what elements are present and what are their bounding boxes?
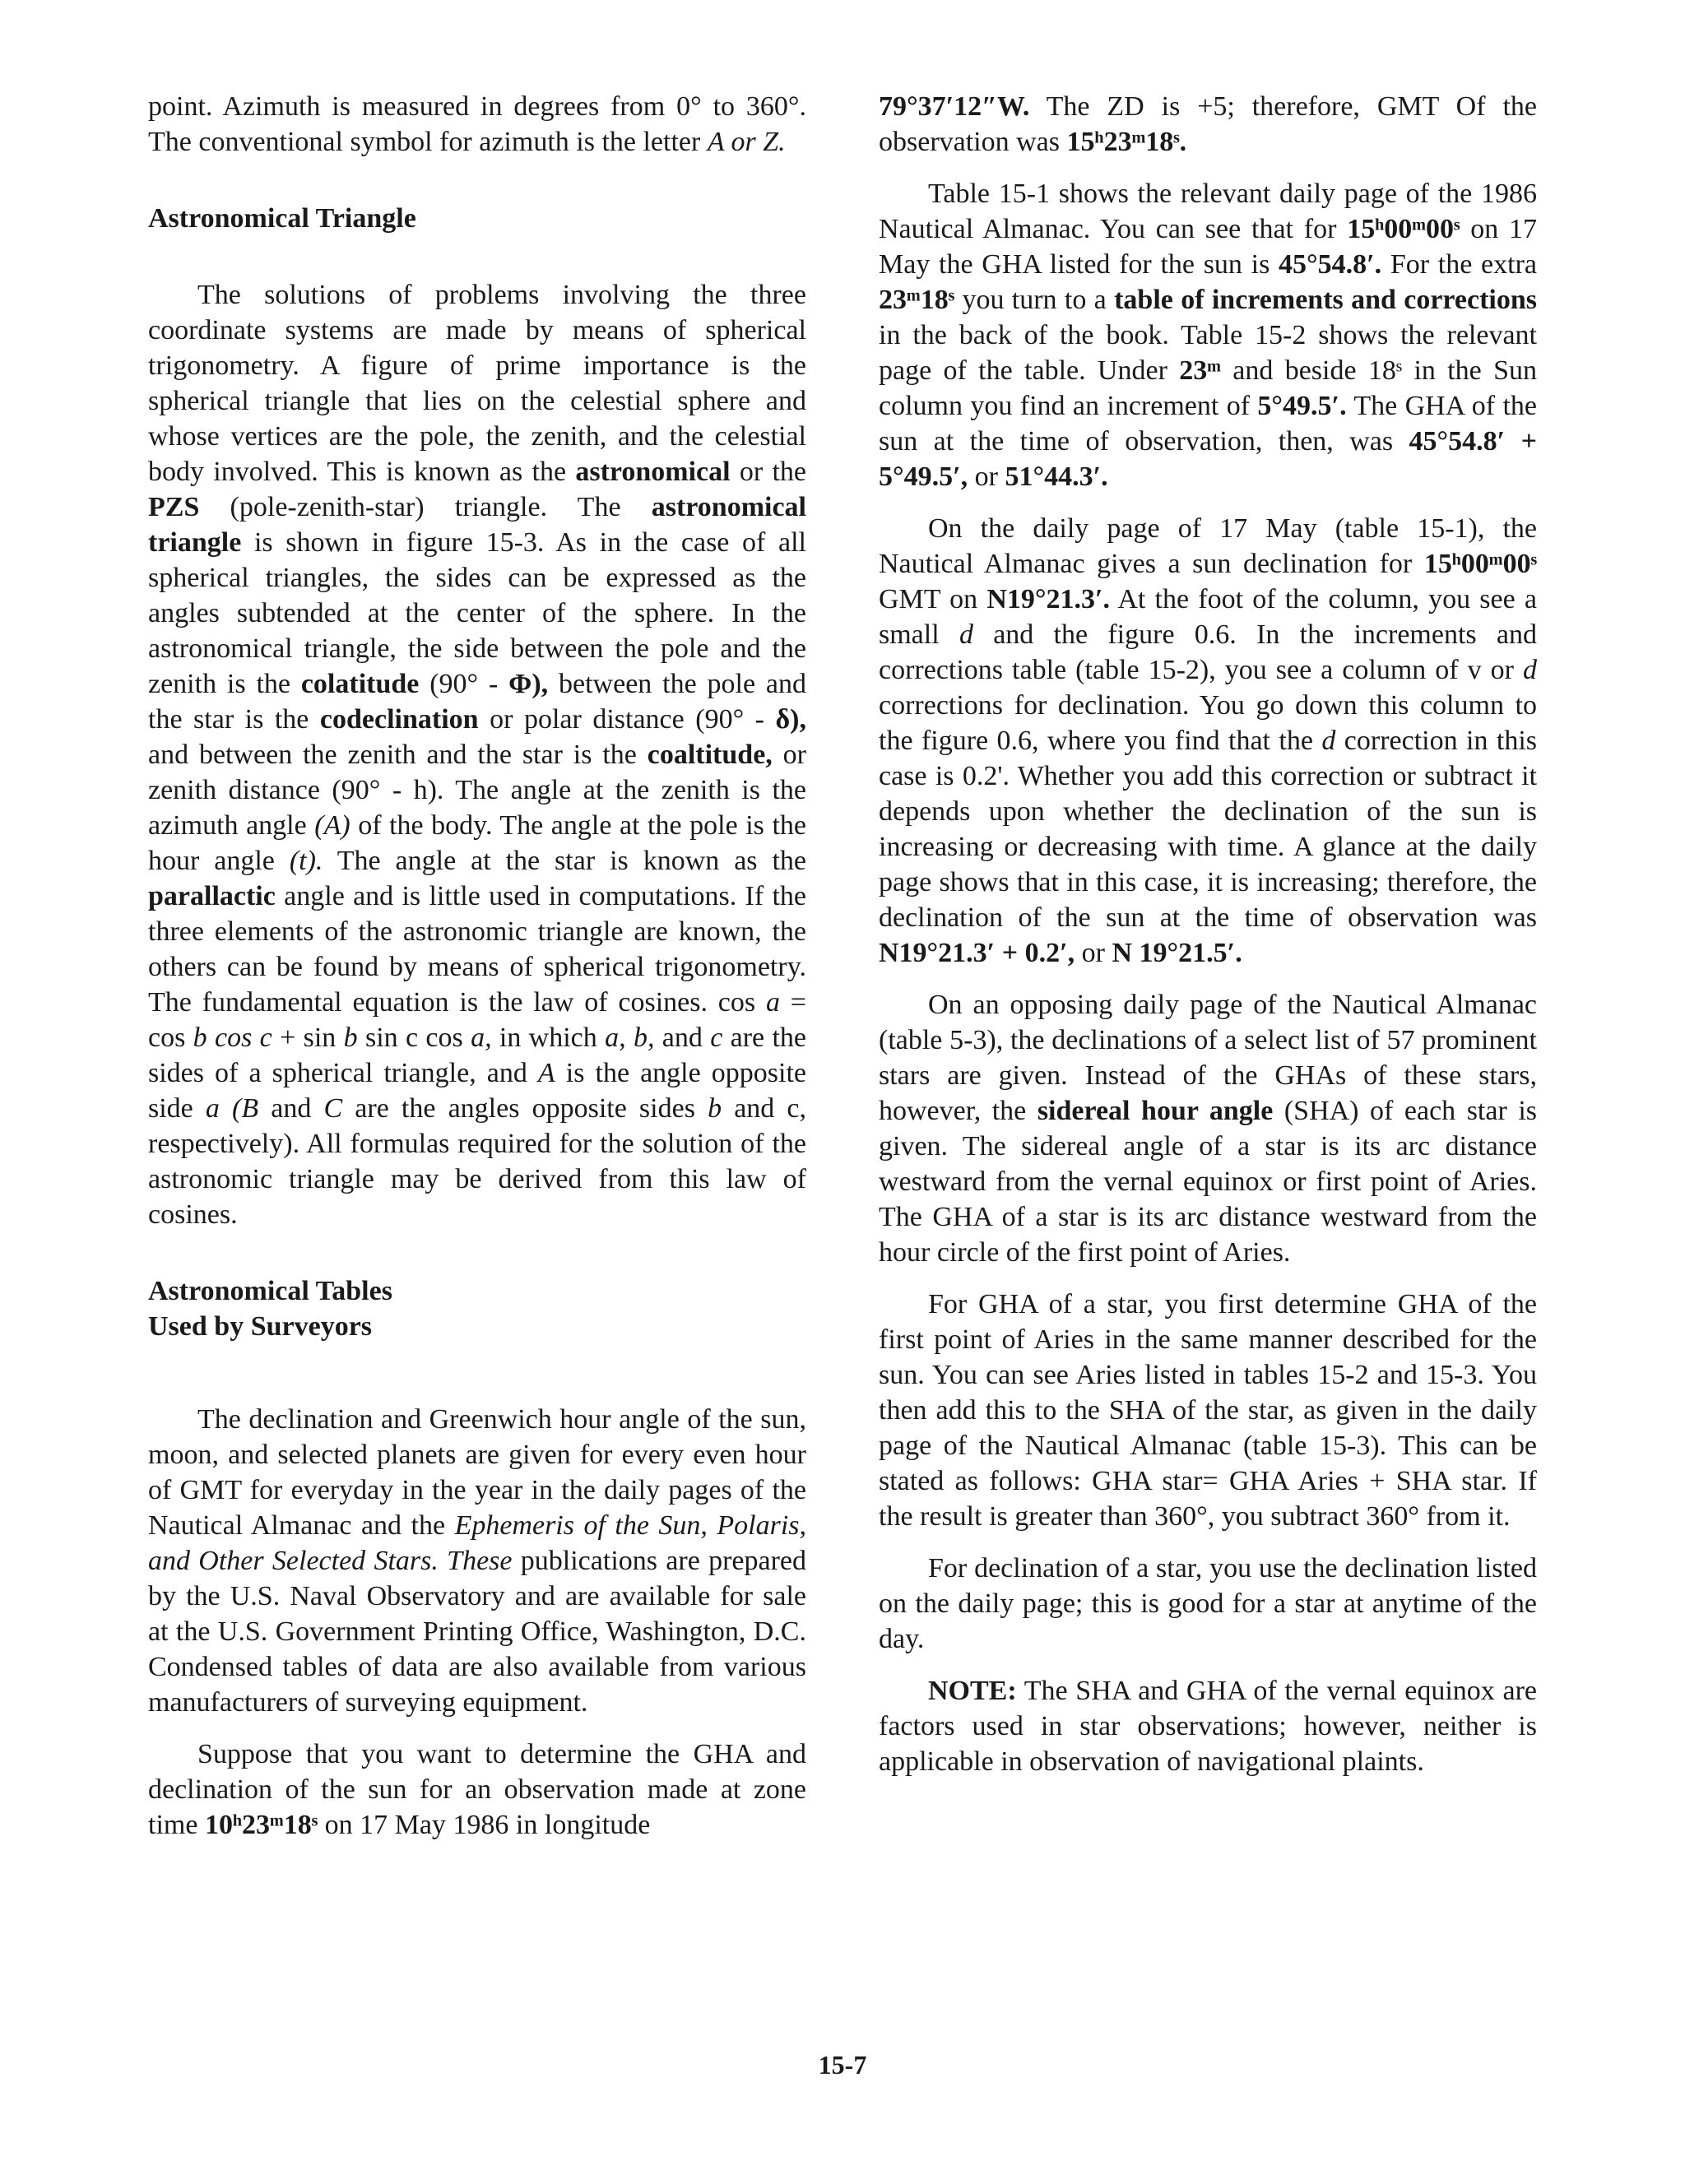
paragraph-sun-declination: On the daily page of 17 May (table 15-1), the Nautical Almanac gives a sun declination for 15ʰ00ᵐ00ˢ GMT on N19°21.3′. At the foot of the column, you see a small d and the figure 0.6. In the increments and corrections table (table 15-2), you see a column of v or d corrections for declination. You go down this column to the figure 0.6, where you find that the d correction in this case is 0.2'. Whether you add this correction or subtract it depends upon whether the declination of the sun is increasing or decreasing with time. A glance at the daily page shows that in this case, it is increasing; therefore, the declination of the sun at the time of observation was N19°21.3′ + 0.2′, or N 19°21.5′. bbox=[879, 513, 1537, 968]
paragraph-astronomical-triangle: The solutions of problems involving the three coordinate systems are made by means of spherical trigonometry. A figure of prime importance is the spherical triangle that lies on the celestial sphere and whose vertices are the pole, the zenith, and the celestial body involved. This is known as the astronomical or the PZS (pole-zenith-star) triangle. The astronomical triangle is shown in figure 15-3. As in the case of all spherical triangles, the sides can be expressed as the angles subtended at the center of the sphere. In the astronomical triangle, the side between the pole and the zenith is the colatitude (90° - Φ), between the pole and the star is the codeclination or polar distance (90° - δ), and between the zenith and the star is the coaltitude, or zenith distance (90° - h). The angle at the zenith is the azimuth angle (A) of the body. The angle at the pole is the hour angle (t). The angle at the star is known as the parallactic angle and is little used in computations. If the three elements of the astronomic triangle are known, the others can be found by means of spherical trigonometry. The fundamental equation is the law of cosines. cos a = cos b cos c + sin b sin c cos a, in which a, b, and c are the sides of a spherical triangle, and A is the angle opposite side a (B and C are the angles opposite sides b and c, respectively). All formulas required for the solution of the astronomic triangle may be derived from this law of cosines. bbox=[148, 280, 807, 1230]
paragraph-gha-star: For GHA of a star, you first determine GHA of the first point of Aries in the same manner described for the sun. You can see Aries listed in tables 15-2 and 15-3. You then add this to the SHA of the star, as given in the daily page of the Nautical Almanac (table 15-3). This can be stated as follows: GHA star= GHA Aries + SHA star. If the result is greater than 360°, you subtract 360° from it. bbox=[879, 1289, 1537, 1532]
paragraph-sidereal-hour-angle: On an opposing daily page of the Nautical Almanac (table 5-3), the declinations of a select list of 57 prominent stars are given. Instead of the GHAs of these stars, however, the sidereal hour angle (SHA) of each star is given. The sidereal angle of a star is its arc distance westward from the vernal equinox or first point of Aries. The GHA of a star is its arc distance westward from the hour circle of the first point of Aries. bbox=[879, 990, 1538, 1268]
page-number: 15-7 bbox=[818, 2050, 867, 2080]
paragraph-zd: 79°37′12″W. The ZD is +5; therefore, GMT Of the observation was 15ʰ23ᵐ18ˢ. bbox=[879, 91, 1537, 157]
left-column bbox=[148, 89, 806, 1859]
paragraph-suppose: Suppose that you want to determine the GHA and declination of the sun for an observation made at zone time 10ʰ23ᵐ18ˢ on 17 May 1986 in longitude bbox=[148, 1739, 806, 1840]
paragraph-declination-star: For declination of a star, you use the declination listed on the daily page; this is good for a star at anytime of the day. bbox=[879, 1553, 1537, 1654]
paragraph-table-15-1: Table 15-1 shows the relevant daily page of the 1986 Nautical Almanac. You can see that for 15ʰ00ᵐ00ˢ on 17 May the GHA listed for the sun is 45°54.8′. For the extra 23ᵐ18ˢ you turn to a table of increments and corrections in the back of the book. Table 15-2 shows the relevant page of the table. Under 23ᵐ and beside 18ˢ in the Sun column you find an increment of 5°49.5′. The GHA of the sun at the time of observation, then, was 45°54.8′ + 5°49.5′, or 51°44.3′. bbox=[879, 179, 1538, 492]
paragraph-azimuth: point. Azimuth is measured in degrees from 0° to 360°. The conventional symbol for azimuth is the letter A or Z. bbox=[148, 91, 806, 157]
right-column bbox=[879, 89, 1537, 1796]
heading-astronomical-tables: Astronomical Tables Used by Surveyors bbox=[148, 1276, 392, 1342]
paragraph-declination-gha: The declination and Greenwich hour angle of the sun, moon, and selected planets are given for every even hour of GMT for everyday in the year in the daily pages of the Nautical Almanac and the Ephemeris of the Sun, Polaris, and Other Selected Stars. These publications are prepared by the U.S. Naval Observatory and are available for sale at the U.S. Government Printing Office, Washington, D.C. Condensed tables of data are also available from various manufacturers of surveying equipment. bbox=[148, 1404, 807, 1718]
paragraph-note: NOTE: The SHA and GHA of the vernal equinox are factors used in star observations; however, neither is applicable in observation of navigational plaints. bbox=[879, 1676, 1537, 1777]
heading-astronomical-triangle: Astronomical Triangle bbox=[148, 203, 416, 234]
